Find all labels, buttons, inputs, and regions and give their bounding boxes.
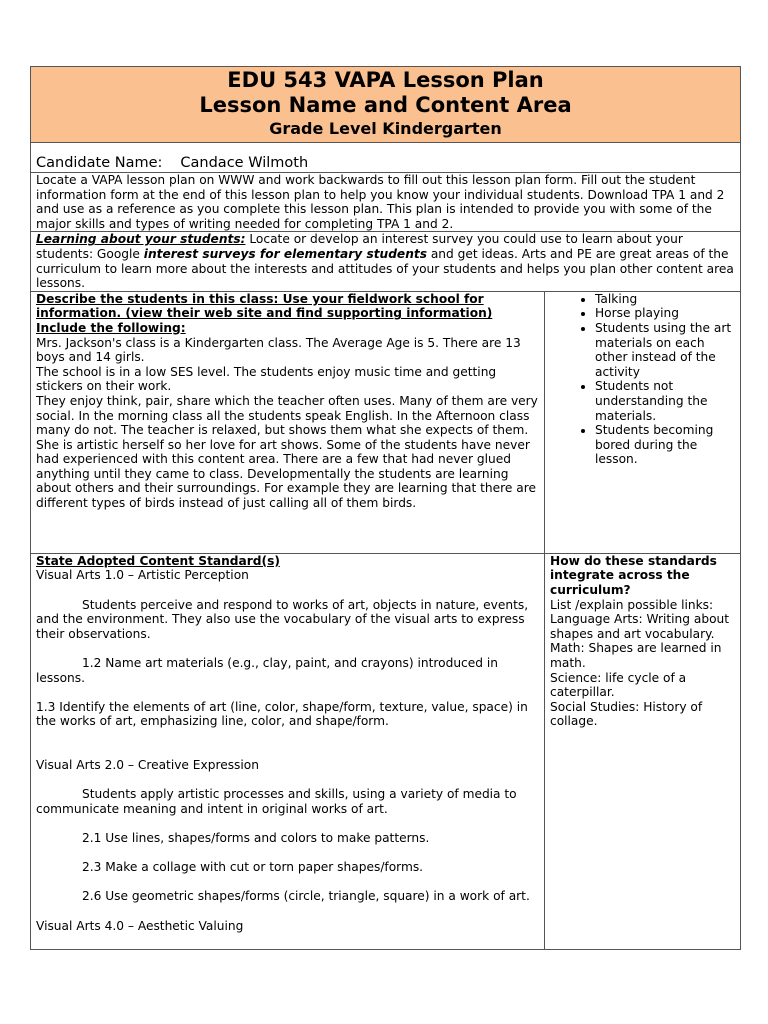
integrate-line: Math: Shapes are learned in math.	[550, 641, 722, 670]
integrate-line: List /explain possible links:	[550, 597, 714, 612]
candidate-row	[31, 143, 741, 173]
grade-level-title: Grade Level Kindergarten	[269, 119, 502, 138]
doc-title: EDU 543 VAPA Lesson Plan	[227, 68, 544, 92]
standards-cell	[31, 553, 545, 949]
lesson-plan-document	[30, 66, 740, 950]
learning-emphasis: interest surveys for elementary students	[143, 246, 427, 261]
standard-1-3: 1.3 Identify the elements of art (line, color, shape/form, texture, value, space) in the works of art, emphasizing line, color, and shape/form.	[36, 699, 528, 729]
learning-cell	[31, 232, 741, 291]
integrate-heading: How do these standards integrate across the curriculum?	[550, 553, 717, 597]
standard-va1: Visual Arts 1.0 – Artistic Perception	[36, 568, 249, 583]
concern-item: • Students not understanding the materials.	[595, 379, 735, 423]
standard-va4: Visual Arts 4.0 – Aesthetic Valuing	[36, 918, 244, 933]
concerns-cell	[545, 291, 741, 553]
concern-item: • Students using the art materials on each other instead of the activity	[595, 321, 735, 379]
learning-text-2: and get ideas. Arts and PE are great areas of the curriculum to learn more about the interests and attitudes of your students and helps you plan other content area lessons.	[36, 246, 734, 291]
integrate-cell	[545, 553, 741, 949]
standard-2-3: 2.3 Make a collage with cut or torn paper shapes/forms.	[82, 860, 424, 875]
standard-2-6: 2.6 Use geometric shapes/forms (circle, triangle, square) in a work of art.	[82, 889, 530, 904]
describe-para-1: Mrs. Jackson's class is a Kindergarten class. The Average Age is 5. There are 13 boys and 14 girls.	[36, 335, 521, 365]
candidate-name: Candace Wilmoth	[180, 155, 309, 171]
concern-item: • Talking	[595, 292, 735, 307]
concern-item: • Students becoming bored during the lesson.	[595, 423, 735, 467]
integrate-line: Science: life cycle of a caterpillar.	[550, 670, 687, 700]
learning-heading: Learning about your students:	[36, 232, 246, 247]
describe-para-3: They enjoy think, pair, share which the teacher often uses. Many of them are very social. In the morning class all the students speak English. In the Afternoon class many do not. The teacher is relaxed, but shows them what she expects of them. She is artistic herself so her love for art shows. Some of the students have never had experienced with this content area. There are a few that had never glued anything until they came to class. Developmentally the students are learning about others and their surroundings. For example they are learning that there are different types of birds instead of just calling all of them birds.	[36, 393, 538, 511]
standard-2-1: 2.1 Use lines, shapes/forms and colors to make patterns.	[82, 831, 430, 846]
standards-heading: State Adopted Content Standard(s)	[36, 553, 280, 568]
standard-va2: Visual Arts 2.0 – Creative Expression	[36, 758, 259, 773]
intro-cell	[31, 173, 741, 232]
learning-text-1: Locate or develop an interest survey you could use to learn about your students: Google	[36, 232, 683, 261]
lesson-plan-table	[30, 66, 741, 950]
concerns-list	[550, 292, 735, 467]
candidate-label: Candidate Name:	[36, 155, 163, 171]
integrate-line: Language Arts: Writing about shapes and art vocabulary.	[550, 612, 730, 641]
describe-cell	[31, 291, 545, 553]
lesson-name-title: Lesson Name and Content Area	[199, 93, 572, 117]
intro-text: Locate a VAPA lesson plan on WWW and work backwards to fill out this lesson plan form. Fill out the student information form at the end of this lesson plan to help you know your individual students. Download TPA 1 and 2 and use as a reference as you complete this lesson plan. This plan is intended to provide you with some of the major skills and types of writing needed for completing TPA 1 and 2.	[36, 173, 725, 231]
standard-va2-desc: Students apply artistic processes and skills, using a variety of media to communicate meaning and intent in original works of art.	[36, 787, 517, 816]
standard-1-2: 1.2 Name art materials (e.g., clay, paint, and crayons) introduced in lessons.	[36, 655, 498, 685]
integrate-line: Social Studies: History of collage.	[550, 699, 703, 729]
describe-heading: Describe the students in this class: Use your fieldwork school for information. (view their web site and find supporting information) Include the following:	[36, 291, 493, 335]
header-cell	[31, 67, 741, 143]
describe-para-2: The school is in a low SES level. The students enjoy music time and getting stickers on their work.	[36, 364, 497, 394]
standard-va1-desc: Students perceive and respond to works of art, objects in nature, events, and the environment. They also use the vocabulary of the visual arts to express their observations.	[36, 597, 529, 641]
concern-item: • Horse playing	[595, 306, 735, 321]
